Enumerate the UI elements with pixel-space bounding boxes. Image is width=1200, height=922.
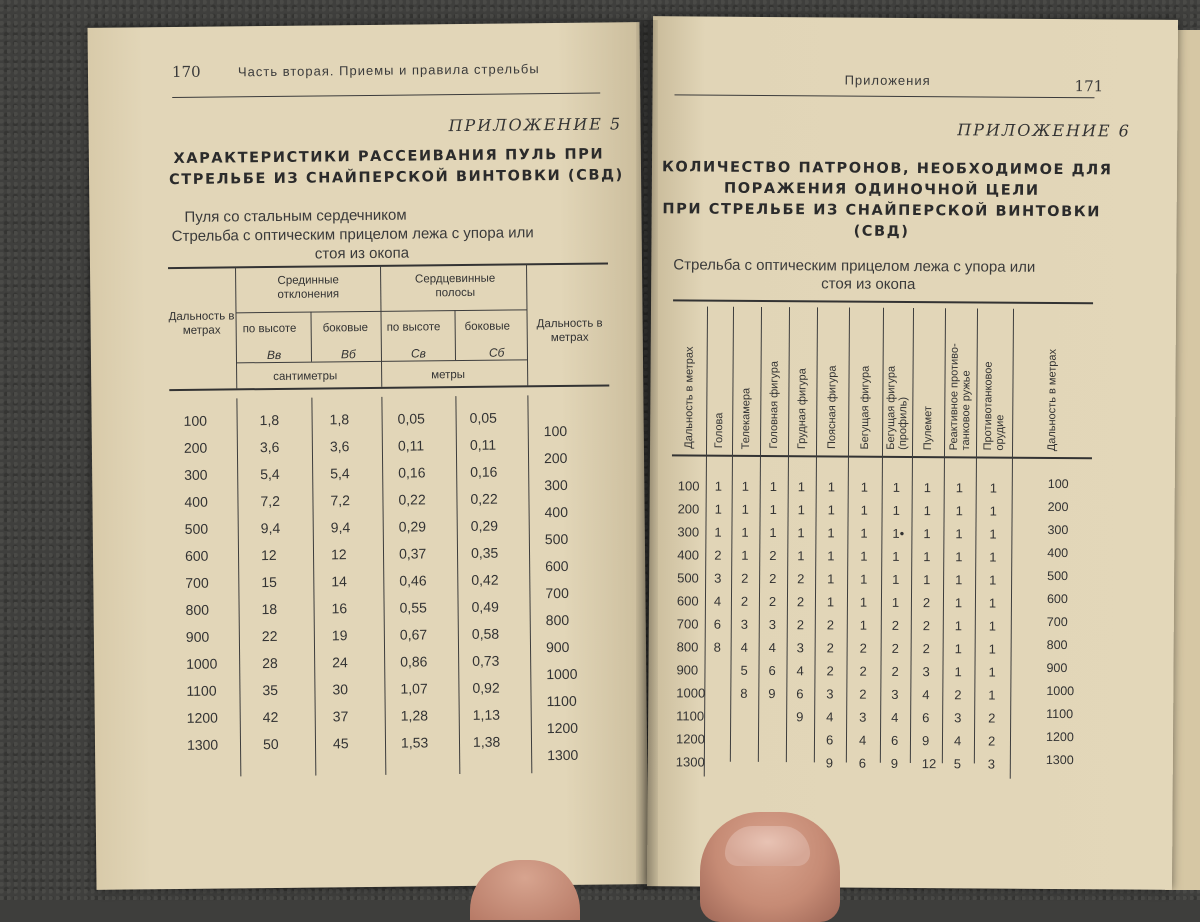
left-page-number: 170 — [171, 62, 201, 82]
table-cell: 1 — [989, 572, 997, 588]
table-cell: 1 — [989, 526, 997, 542]
left-subtitle-line: стоя из окопа — [314, 244, 410, 263]
table-cell: 2 — [826, 663, 834, 679]
header-side: боковые — [464, 320, 511, 333]
table-cell: 500 — [544, 530, 569, 548]
range-cell: 700 — [676, 616, 699, 632]
table-divider — [910, 308, 914, 763]
right-page-number: 171 — [1074, 77, 1104, 96]
table-cell: 4 — [796, 663, 804, 679]
table-cell: 600 — [545, 557, 569, 575]
table-cell: 3 — [714, 570, 722, 586]
table-cell: 2 — [954, 687, 962, 703]
table-cell: 300 — [544, 476, 568, 494]
column-header: Бегущая фигура — [885, 365, 898, 450]
table-cell: 1 — [769, 479, 778, 495]
table-cell: 2 — [796, 617, 805, 633]
book-gutter — [636, 20, 658, 890]
table-cell: 6 — [858, 755, 867, 771]
right-title-line: (СВД) — [853, 223, 910, 240]
table-cell: 1,8 — [259, 411, 280, 429]
table-cell: 0,16 — [470, 463, 498, 480]
table-cell: 1 — [714, 478, 723, 494]
right-appendix-label: ПРИЛОЖЕНИЕ 6 — [957, 120, 1131, 141]
table-cell: 0,05 — [397, 410, 425, 427]
table-cell: 3 — [954, 710, 962, 726]
table-cell: 1 — [860, 548, 868, 564]
range-cell: 600 — [676, 593, 699, 609]
table-divider — [310, 312, 312, 362]
table-cell: 1 — [769, 525, 777, 541]
table-cell: 0,29 — [470, 517, 499, 534]
table-cell: 1 — [741, 478, 750, 494]
left-header-rule — [172, 93, 600, 98]
table-cell: 2 — [826, 640, 834, 656]
table-cell: 1 — [741, 547, 749, 563]
table-cell: 2 — [796, 594, 805, 610]
table-divider — [311, 398, 316, 776]
table-cell: 3 — [922, 664, 930, 680]
table-cell: 2 — [769, 571, 777, 587]
table-cell: 14 — [331, 573, 347, 590]
table-cell: 1100 — [186, 682, 217, 699]
table-cell: 2 — [859, 686, 867, 702]
table-cell: 6 — [796, 686, 804, 702]
table-cell: 1 — [827, 479, 836, 495]
table-cell: 37 — [332, 708, 349, 725]
table-cell: 42 — [262, 708, 279, 726]
table-cell: 4 — [740, 639, 748, 655]
table-cell: 2 — [922, 618, 931, 634]
table-divider — [704, 307, 708, 777]
table-cell: 0,46 — [399, 572, 427, 589]
table-cell: 9,4 — [330, 519, 351, 536]
right-title — [661, 157, 1113, 244]
table-cell: 1000 — [186, 655, 218, 672]
table-cell: 2 — [922, 641, 930, 657]
table-cell: 16 — [331, 600, 348, 617]
table-cell: 1 — [923, 503, 931, 519]
range-cell: 100 — [1047, 476, 1069, 492]
header-range-left: Дальность в метрах — [168, 310, 235, 337]
header-height: по высоте — [242, 322, 297, 336]
table-cell: 1 — [988, 618, 997, 634]
table-cell: 2 — [769, 548, 777, 564]
table-cell: 12 — [330, 546, 347, 563]
symbol-vv: Вв — [266, 347, 282, 363]
table-cell: 8 — [713, 639, 721, 655]
table-cell: 4 — [826, 709, 834, 725]
table-cell: 2 — [740, 593, 749, 609]
table-cell: 2 — [891, 617, 900, 633]
table-cell: 1,13 — [472, 706, 501, 723]
range-cell: 900 — [1046, 660, 1068, 676]
table-cell: 1 — [988, 664, 996, 680]
table-cell: 0,11 — [469, 436, 497, 453]
range-cell: 1200 — [1045, 729, 1074, 745]
table-cell: 1 — [954, 618, 963, 634]
table-cell: 0,86 — [400, 653, 428, 670]
table-cell: 2 — [891, 640, 899, 656]
table-divider — [526, 264, 528, 385]
range-cell: 1000 — [676, 685, 706, 701]
table-cell: 1,38 — [472, 733, 501, 750]
table-cell: 1 — [989, 549, 997, 565]
table-cell: 1300 — [547, 746, 579, 764]
table-cell: 1 — [954, 664, 962, 680]
symbol-sb: Сб — [488, 345, 505, 360]
table-divider — [235, 267, 237, 388]
table-cell: 3 — [859, 709, 867, 725]
table-cell: 1 — [955, 526, 963, 542]
table-divider — [974, 308, 978, 763]
table-cell: 0,92 — [472, 679, 500, 696]
table-cell: 1 — [891, 594, 900, 610]
table-cell: 6 — [890, 732, 899, 748]
table-divider — [455, 396, 460, 774]
table-cell: 2 — [741, 570, 749, 586]
range-cell: 800 — [676, 639, 699, 655]
table-cell: 12 — [260, 546, 277, 564]
table-cell: 1 — [827, 548, 835, 564]
table-cell: 50 — [262, 735, 279, 753]
table-cell: 1 — [923, 549, 931, 565]
table-cell: 900 — [545, 638, 570, 656]
table-cell: 9,4 — [260, 519, 281, 537]
table-cell: 1 — [714, 524, 722, 540]
table-cell: 5 — [740, 662, 748, 678]
table-cell: 1 — [860, 571, 868, 587]
column-header: орудие — [994, 414, 1007, 451]
table-cell: 2 — [768, 594, 777, 610]
table-cell: 9 — [796, 709, 804, 725]
table-cell: 6 — [768, 663, 776, 679]
table-cell: 1 — [923, 572, 931, 588]
left-subtitle-line: Пуля со стальным сердечником — [184, 206, 407, 226]
column-header: Телекамера — [740, 387, 753, 449]
header-side: боковые — [322, 321, 369, 335]
range-cell: 500 — [677, 570, 699, 586]
range-cell: 300 — [677, 524, 700, 540]
table-cell: 3 — [796, 640, 804, 656]
column-header: Дальность в метрах — [683, 346, 696, 449]
range-cell: 200 — [1047, 499, 1069, 515]
table-cell: 4 — [713, 593, 722, 609]
range-cell: 800 — [1046, 637, 1068, 653]
table-cell: 6 — [825, 732, 834, 748]
range-cell: 1300 — [675, 754, 705, 770]
left-running-head: Часть вторая. Приемы и правила стрельбы — [237, 61, 540, 80]
table-cell: 1 — [797, 548, 805, 564]
table-divider — [730, 307, 734, 762]
table-cell: 1 — [954, 595, 963, 611]
table-cell: 1 — [955, 572, 963, 588]
table-cell: 800 — [185, 601, 210, 618]
table-cell: 1200 — [186, 709, 218, 726]
table-cell: 2 — [859, 663, 867, 679]
table-cell: 1 — [923, 526, 931, 542]
table-cell: 19 — [331, 627, 348, 644]
table-divider — [454, 310, 456, 360]
range-cell: 100 — [677, 478, 700, 494]
table-divider — [380, 266, 382, 387]
table-cell: 1 — [923, 480, 932, 496]
symbol-sv: Св — [410, 346, 426, 361]
table-cell: 3 — [891, 686, 899, 702]
right-title-line: ПОРАЖЕНИЯ ОДИНОЧНОЙ ЦЕЛИ — [723, 180, 1040, 199]
table-cell: 0,73 — [472, 652, 500, 669]
table-divider — [236, 398, 241, 776]
table-cell: 2 — [859, 640, 867, 656]
table-cell: 1 — [988, 595, 997, 611]
table-cell: 1 — [859, 594, 868, 610]
column-header: Противотанковое — [982, 361, 995, 451]
table-cell: 9 — [825, 755, 834, 771]
table-cell: 900 — [185, 628, 210, 645]
table-divider — [880, 308, 884, 763]
range-cell: 1200 — [675, 731, 705, 747]
table-cell: 0,37 — [398, 545, 427, 562]
table-cell: 1 — [955, 503, 963, 519]
table-cell: 5,4 — [330, 465, 350, 482]
left-title-line: ХАРАКТЕРИСТИКИ РАССЕИВАНИЯ ПУЛЬ ПРИ — [173, 146, 605, 168]
column-header: Грудная фигура — [796, 368, 809, 450]
column-header: Дальность в метрах — [1046, 348, 1059, 452]
range-cell: 1300 — [1045, 752, 1074, 768]
column-header: Голова — [713, 412, 726, 449]
table-cell: 3,6 — [259, 438, 280, 456]
table-cell: 28 — [262, 654, 278, 672]
table-cell: 1 — [797, 525, 805, 541]
table-cell: 2 — [988, 710, 996, 726]
table-cell: 6 — [713, 616, 722, 632]
table-cell: 7,2 — [330, 492, 351, 509]
table-cell: 8 — [740, 685, 748, 701]
table-cell: 9 — [890, 755, 899, 771]
table-cell: 1 — [797, 502, 805, 518]
table-cell: 5,4 — [260, 465, 280, 483]
column-header: Реактивное противо- — [948, 343, 961, 451]
table-cell: 3,6 — [329, 438, 350, 455]
table-cell: 30 — [332, 681, 349, 698]
range-cell: 1100 — [676, 708, 705, 724]
table-cell: 3 — [740, 616, 749, 632]
table-cell: 1,07 — [400, 680, 428, 697]
table-cell: 22 — [261, 627, 278, 645]
table-cell: 1100 — [546, 692, 577, 710]
table-cell: 100 — [543, 422, 568, 440]
table-cell: 300 — [184, 466, 208, 483]
table-cell: 4 — [768, 640, 776, 656]
table-cell: 1 — [769, 502, 777, 518]
table-cell: 1 — [955, 549, 963, 565]
range-cell: 500 — [1047, 568, 1069, 584]
table-cell: 1 — [989, 503, 997, 519]
table-cell: 1 — [859, 617, 868, 633]
table-cell: 400 — [184, 493, 208, 510]
column-header: Пулемет — [922, 406, 935, 451]
table-cell: 1300 — [186, 736, 219, 753]
symbol-vb: Вб — [340, 347, 356, 362]
table-cell: 700 — [545, 584, 569, 602]
table-cell: 2 — [922, 595, 931, 611]
table-cell: 2 — [797, 571, 805, 587]
table-cell: 0,22 — [398, 491, 426, 508]
range-cell: 300 — [1047, 522, 1069, 538]
right-page — [647, 16, 1178, 890]
table-cell: 1• — [892, 525, 905, 541]
table-cell: 1 — [988, 641, 996, 657]
range-cell: 400 — [1047, 545, 1069, 561]
right-header-rule — [674, 94, 1094, 98]
table-cell: 1 — [892, 502, 900, 518]
table-cell: 1 — [797, 479, 806, 495]
table-cell: 700 — [185, 574, 209, 591]
table-cell: 200 — [183, 439, 208, 456]
table-cell: 0,58 — [471, 625, 500, 642]
header-range-right: Дальность в метрах — [536, 317, 603, 345]
range-cell: 200 — [677, 501, 700, 517]
table-cell: 2 — [714, 547, 722, 563]
column-header: Головная фигура — [768, 361, 781, 450]
table-cell: 9 — [921, 733, 930, 749]
table-cell: 4 — [858, 732, 867, 748]
table-cell: 3 — [826, 686, 834, 702]
table-cell: 24 — [332, 654, 348, 671]
right-subtitle-line: Стрельба с оптическим прицелом лежа с упора или — [673, 256, 1036, 276]
table-cell: 1 — [892, 479, 901, 495]
table-cell: 1 — [988, 687, 996, 703]
left-title — [169, 144, 624, 191]
range-cell: 600 — [1046, 591, 1068, 607]
table-cell: 1000 — [546, 665, 578, 683]
table-divider — [786, 307, 790, 762]
table-cell: 2 — [891, 663, 899, 679]
table-cell: 1,53 — [400, 734, 429, 751]
table-cell: 1 — [741, 501, 749, 517]
table-cell: 0,35 — [470, 544, 499, 561]
table-cell: 1 — [860, 525, 868, 541]
table-cell: 0,22 — [470, 490, 498, 507]
table-cell: 1 — [892, 571, 900, 587]
table-cell: 2 — [826, 617, 835, 633]
table-cell: 0,55 — [399, 599, 427, 616]
table-cell: 1 — [954, 641, 962, 657]
table-divider — [942, 308, 946, 763]
table-rule — [673, 299, 1093, 304]
column-header: танковое ружье — [960, 370, 973, 451]
range-cell: 1000 — [1046, 683, 1075, 699]
table-cell: 100 — [183, 412, 208, 429]
unit-m: метры — [431, 368, 466, 382]
table-cell: 1 — [827, 571, 835, 587]
unit-cm: сантиметры — [273, 370, 338, 383]
column-header: Поясная фигура — [826, 365, 839, 450]
table-cell: 15 — [261, 573, 277, 591]
table-cell: 45 — [332, 735, 349, 752]
table-cell: 1,8 — [329, 411, 350, 428]
table-cell: 3 — [768, 617, 777, 633]
table-rule — [168, 262, 608, 269]
table-cell: 3 — [987, 756, 996, 772]
fingernail — [725, 826, 810, 866]
table-divider — [527, 395, 532, 773]
table-cell: 35 — [262, 681, 279, 699]
header-core: Сердцевинные полосы — [414, 272, 496, 300]
left-subtitle-line: Стрельба с оптическим прицелом лежа с упора или — [171, 224, 534, 246]
table-cell: 1 — [955, 480, 964, 496]
table-cell: 1 — [714, 501, 722, 517]
table-cell: 9 — [768, 685, 776, 702]
table-cell: 7,2 — [260, 492, 281, 510]
table-divider — [1010, 309, 1014, 779]
table-cell: 6 — [922, 710, 930, 726]
left-appendix-label: ПРИЛОЖЕНИЕ 5 — [448, 114, 623, 136]
table-cell: 1 — [741, 524, 749, 540]
table-cell: 2 — [987, 733, 996, 749]
right-title-line: ПРИ СТРЕЛЬБЕ ИЗ СНАЙПЕРСКОЙ ВИНТОВКИ — [662, 201, 1102, 221]
left-title-line: СТРЕЛЬБЕ ИЗ СНАЙПЕРСКОЙ ВИНТОВКИ (СВД) — [169, 167, 624, 189]
table-cell: 1 — [827, 502, 835, 518]
table-divider — [846, 308, 850, 763]
table-cell: 500 — [184, 520, 209, 537]
left-page — [88, 22, 649, 890]
right-title-line: КОЛИЧЕСТВО ПАТРОНОВ, НЕОБХОДИМОЕ ДЛЯ — [661, 159, 1113, 179]
table-cell: 18 — [261, 600, 278, 618]
table-cell: 1200 — [546, 719, 579, 737]
table-cell: 0,67 — [399, 626, 428, 643]
table-cell: 0,05 — [469, 409, 497, 426]
table-cell: 1,28 — [400, 707, 429, 724]
table-cell: 800 — [545, 611, 570, 629]
range-cell: 1100 — [1046, 706, 1074, 722]
table-cell: 4 — [953, 733, 962, 749]
range-cell: 700 — [1046, 614, 1068, 630]
table-cell: 1 — [826, 594, 835, 610]
column-header: Бегущая фигура — [859, 365, 872, 450]
table-cell: 200 — [543, 449, 568, 467]
table-cell: 600 — [184, 547, 209, 564]
table-cell: 0,11 — [397, 437, 425, 454]
table-cell: 4 — [891, 709, 899, 725]
right-subtitle-line: стоя из окопа — [821, 275, 916, 294]
table-cell: 0,42 — [471, 571, 499, 588]
table-cell: 1 — [989, 480, 998, 496]
table-cell: 0,29 — [398, 518, 427, 535]
range-cell: 900 — [676, 662, 699, 678]
table-cell: 1 — [860, 502, 868, 518]
header-median: Срединные отклонения — [277, 274, 340, 301]
table-cell: 0,49 — [471, 598, 499, 615]
right-running-head: Приложения — [844, 72, 931, 89]
table-divider — [814, 307, 818, 762]
table-cell: 1 — [860, 479, 869, 495]
table-cell: 1 — [892, 548, 900, 564]
range-cell: 400 — [677, 547, 700, 563]
table-cell: 400 — [544, 503, 569, 521]
table-cell: 0,16 — [398, 464, 426, 481]
table-cell: 5 — [953, 756, 962, 772]
table-cell: 4 — [922, 687, 930, 703]
header-height: по высоте — [386, 321, 441, 334]
table-cell: 12 — [921, 756, 937, 772]
column-header: (профиль) — [897, 397, 910, 450]
table-cell: 1 — [827, 525, 835, 541]
table-divider — [381, 397, 386, 775]
table-divider — [758, 307, 762, 762]
